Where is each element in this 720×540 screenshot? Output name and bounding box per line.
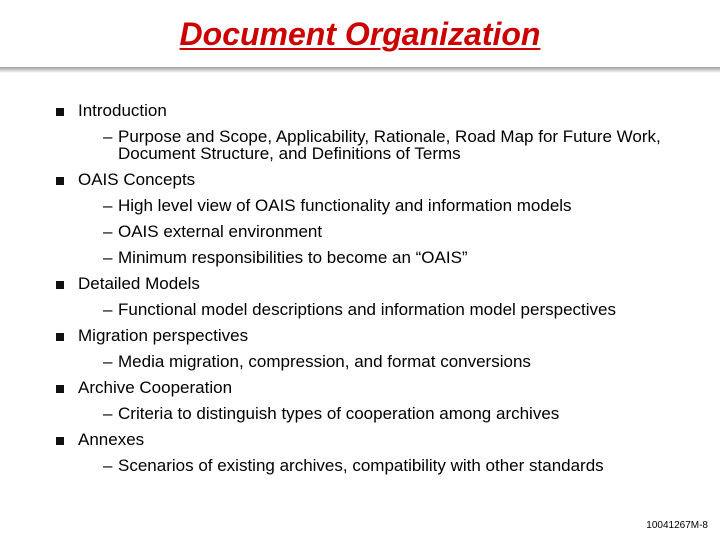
sub-bullet-text: Functional model descriptions and information model perspectives [118, 300, 616, 319]
bullet-label: Migration perspectives [78, 326, 249, 345]
sub-bullet-text: Scenarios of existing archives, compatibility with other standards [118, 456, 604, 475]
sub-bullet [103, 349, 720, 375]
bullet-label: OAIS Concepts [78, 170, 196, 189]
bullet-label: Archive Cooperation [78, 378, 233, 397]
bullet-detailed-models [78, 271, 720, 297]
sub-bullet [103, 219, 720, 245]
dash-icon: – [103, 404, 113, 423]
sub-bullet [103, 453, 720, 479]
sub-bullet [103, 401, 720, 427]
bullet-label: Introduction [78, 101, 167, 120]
dash-icon: – [103, 352, 113, 371]
dash-icon: – [103, 127, 113, 146]
bullet-annexes [78, 427, 720, 453]
sub-bullet-text: Media migration, compression, and format conversions [118, 352, 531, 371]
bullet-archive-cooperation [78, 375, 720, 401]
square-bullet-icon [56, 437, 64, 445]
square-bullet-icon [56, 333, 64, 341]
slide-title: Document Organization [179, 16, 541, 52]
sub-bullet [103, 297, 720, 323]
dash-icon: – [103, 248, 113, 267]
square-bullet-icon [56, 385, 64, 393]
sub-bullet-text: Minimum responsibilities to become an “OAIS” [118, 248, 468, 267]
bullet-label: Annexes [78, 430, 145, 449]
bullet-introduction [78, 98, 720, 124]
sub-bullet [103, 124, 678, 167]
bullet-migration-perspectives [78, 323, 720, 349]
sub-bullet-text: Purpose and Scope, Applicability, Rationale, Road Map for Future Work, Document Structure, and Definitions of Terms [118, 127, 661, 163]
slide-footer-id: 10041267M-8 [646, 520, 708, 531]
dash-icon: – [103, 456, 113, 475]
dash-icon: – [103, 196, 113, 215]
slide-content [0, 98, 720, 479]
sub-bullet-text: High level view of OAIS functionality and information models [118, 196, 572, 215]
title-divider [0, 67, 720, 73]
dash-icon: – [103, 300, 113, 319]
sub-bullet-text: OAIS external environment [118, 222, 323, 241]
sub-bullet-text: Criteria to distinguish types of cooperation among archives [118, 404, 560, 423]
square-bullet-icon [56, 108, 64, 116]
square-bullet-icon [56, 281, 64, 289]
dash-icon: – [103, 222, 113, 241]
sub-bullet [103, 245, 720, 271]
bullet-label: Detailed Models [78, 274, 200, 293]
square-bullet-icon [56, 177, 64, 185]
bullet-oais-concepts [78, 167, 720, 193]
sub-bullet [103, 193, 720, 219]
